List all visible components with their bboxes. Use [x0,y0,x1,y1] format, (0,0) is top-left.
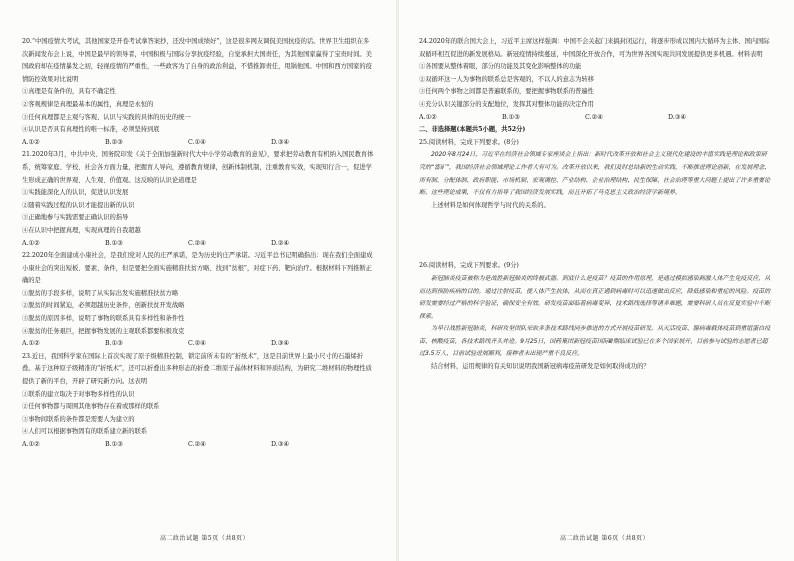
question-26 [419,260,771,373]
answer-choices [22,439,374,452]
answer-choices [22,338,374,351]
choice-d: D.③④ [668,113,686,121]
option: ③任何真理都是主观与客观、认识与实践的具体的历史的统一 [22,113,191,121]
choice-a: A.①② [22,138,40,146]
option: ④在认识中把握真理，实现真理的自我超越 [22,226,141,234]
choice-a: A.①② [419,113,437,121]
choice-c: C.②④ [188,239,206,247]
question-stem: 23.近日，我国科学家在国际上首次实现了原子级精准控制，锁定前所未有的“折纸术”，这是目前世界上最小尺寸的石墨烯折叠。基于这种原子级精准的“折纸术”，还可以折叠出多种形态的折叠二维原子晶体材料和异质结构，为研究二维材料的物理性质提供了新的平台，开辟了研究新方向。这表明 [22,352,372,386]
right-page [419,36,771,526]
question-22 [22,250,374,351]
option: ③正确地参与实践需要正确认识的指导 [22,214,129,222]
choice-a: A.①② [22,340,40,348]
option: ③任何两个事物之间都是普遍联系的，要把握事物联系的普遍性 [419,88,594,96]
choice-d: D.③④ [271,441,289,448]
choice-d: D.②④ [271,239,289,247]
option: ②脱贫的时间紧迫，必须超越历史条件，创新扶贫开发战略 [22,302,185,310]
answer-choices [419,112,771,125]
answer-choices [22,137,374,150]
option: ③事物间联系的条件都是需要人为建立的 [22,415,135,423]
answer-choices [22,238,374,251]
option: ①真理是有条件的，具有不确定性 [22,88,116,96]
question-stem: 26.阅读材料，完成下列要求。(9分) [419,262,519,270]
question-25 [419,137,771,213]
choice-b: B.①③ [105,239,123,247]
option: ②随着实践过程的认识才能提出新的认识 [22,201,135,209]
choice-c: C.②④ [188,441,206,448]
choice-b: B.①③ [105,441,123,448]
option: ①各国要从整体着眼，部分的功能及其变化影响整体的功能 [419,63,582,71]
option: ④脱贫的任务艰巨，把握事物发展的主观联系都要积极攻克 [22,327,185,335]
material-text: 新冠肺炎疫苗被称为是战胜新冠肺炎的终极武器。到底什么是疫苗？疫苗的作用原理，是通过模拟感染刺激人体产生免疫反应，从而达到预防疾病的目的。通过注射疫苗，使人体产生抗体，从而在真正遇到病毒时可以迅速做出反应，降低感染和重症的风险。疫苗的研发需要经过严格的科学验证，确保安全有效。研发疫苗面临着病毒变异、技术路线选择等诸多难题，需要科研人员在反复实验中不断探索。 [419,274,771,320]
option: ②任何事物都与周围其他事物存在着或那样的联系 [22,403,160,411]
question-prompt: 结合材料，运用规律的有关知识说明我国新冠病毒疫苗研发是如何取得成功的？ [431,363,650,371]
option: ③脱贫的原因多样，说明了事物的联系具有多样性和条件性 [22,315,185,323]
page-footer-right: 高二政治试题 第6页（共8页） [560,535,650,542]
choice-b: B.①③ [502,113,520,121]
choice-c: C.②④ [585,113,603,121]
option: ④充分认识关键部分的支配地位，发挥其对整体功能的决定作用 [419,100,594,108]
choice-d: D.③④ [271,340,289,348]
choice-b: B.①③ [105,340,123,348]
question-21 [22,149,374,250]
option: ①联系的建立取决于对事物多样性的认识 [22,390,135,398]
question-stem: 21.2020年3月，中共中央、国务院印发《关于全面加强新时代大中小学劳动教育的意见》，要求把劳动教育有机纳入国民教育体系，统筹家庭、学校、社会各方面力量，把握育人导向，遵循教育规律，创新体制机制，注重教育实效，实现知行合一，促进学生形成正确的世界观、人生观、价值观。这反映的认识论道理是 [22,151,374,184]
option: ④人们可以根据事物固有的联系建立新的联系 [22,428,147,436]
material-text: 为早日战胜新冠肺炎，科研攻坚团队采取多条技术路线同步推进的方式开展疫苗研发。从灭活疫苗、腺病毒载体疫苗到重组蛋白疫苗、核酸疫苗，各技术路线齐头并进。9月25日，国药集团新冠疫苗国际Ⅲ期临床试验已在多个国家展开，目前参与试验的志愿者已超过3.5万人，目前试验进展顺利，接种者未出现严重不良反应。 [419,325,771,358]
choice-a: A.①② [22,441,40,448]
choice-c: C.②④ [188,340,206,348]
question-stem: 25.阅读材料，完成下列要求。(8分) [419,138,519,146]
choice-c: C.①④ [188,138,206,146]
option: ②双循环这一人为事物的联系总是客观的，不以人的意志为转移 [419,75,594,83]
option: ①脱贫的手段多样，说明了从实际出发实施精准扶贫方略 [22,289,179,297]
question-20 [22,36,374,149]
question-stem: 24.2020年的联合国大会上，习近平主席这样强调：中国不会关起门来搞封闭运行，将逐步形成以国内大循环为主体、国内国际双循环相互促进的新发展格局。新冠疫情持续蔓延，中国深化开放合作，可为世界各国实现共同发展提供更多机遇。材料表明 [419,38,770,58]
question-stem: 20.“中国疫情大考试，其他国家是开卷考试拿答案抄，还没中国成绩好”，这是很多网友调侃美国抗疫的话。世界卫生组织在多次新闻发布会上说，中国是最早的领导者，中国积极与国际分享抗疫经验，自觉承担大国责任，为其他国家赢得了宝贵时间。美国政府却在疫情暴发之初，轻视疫情的严重性，一些政客为了自身的政治利益，不惜推卸责任，甩锅他国。中国和西方国家的疫情防控效果对比说明 [22,38,372,83]
page-footer-left: 高二政治试题 第5页（共8页） [160,535,250,542]
option: ①实践能深化人的认识，促进认识发展 [22,189,129,197]
option: ②客观规律是真理最基本的属性，真理是永恒的 [22,100,154,108]
choice-d: D.③④ [271,138,289,146]
choice-b: B.②③ [105,138,123,146]
page-fold [396,0,399,561]
choice-a: A.①② [22,239,40,247]
left-page [22,36,374,526]
answer-space [419,212,771,260]
question-24 [419,36,771,124]
question-23 [22,351,374,452]
question-stem: 22.2020年全面建成小康社会，是我们党对人民的庄严承诺，是为历史的庄严承诺。习近平总书记明确指出：现在我们全面建成小康社会的突出短板、要素、条件，但是要把全面实施精准扶贫方略、找到“贫根”，对症下药、靶向治疗。根据材料下列推断正确的是 [22,252,373,285]
section-heading: 二、非选择题(本题共5小题，共52分) [419,126,526,134]
question-prompt: 上述材料是如何体现哲学与时代的关系的。 [431,201,550,209]
material-text: 2020年8月24日，习近平在经济社会领域专家座谈会上指出：新时代改革开放和社会主义现代化建设的丰富实践是理论和政策研究的“富矿”，我国经济社会领域理论工作者大有可为。改革开放以来，我们及时总结新的生动实践，不断推进理论创新，在发展理念、所有制、分配体制、政府职能、市场机制、宏观调控、产业结构、企业治理结构、民生保障、社会治理等重大问题上提出了许多重要论断。这些理论成果，不仅有力指导了我国经济发展实践，而且开拓了马克思主义政治经济学新境界。 [419,151,771,197]
option: ④认识是否具有真理性的唯一标准，必须坚持到底 [22,126,160,134]
